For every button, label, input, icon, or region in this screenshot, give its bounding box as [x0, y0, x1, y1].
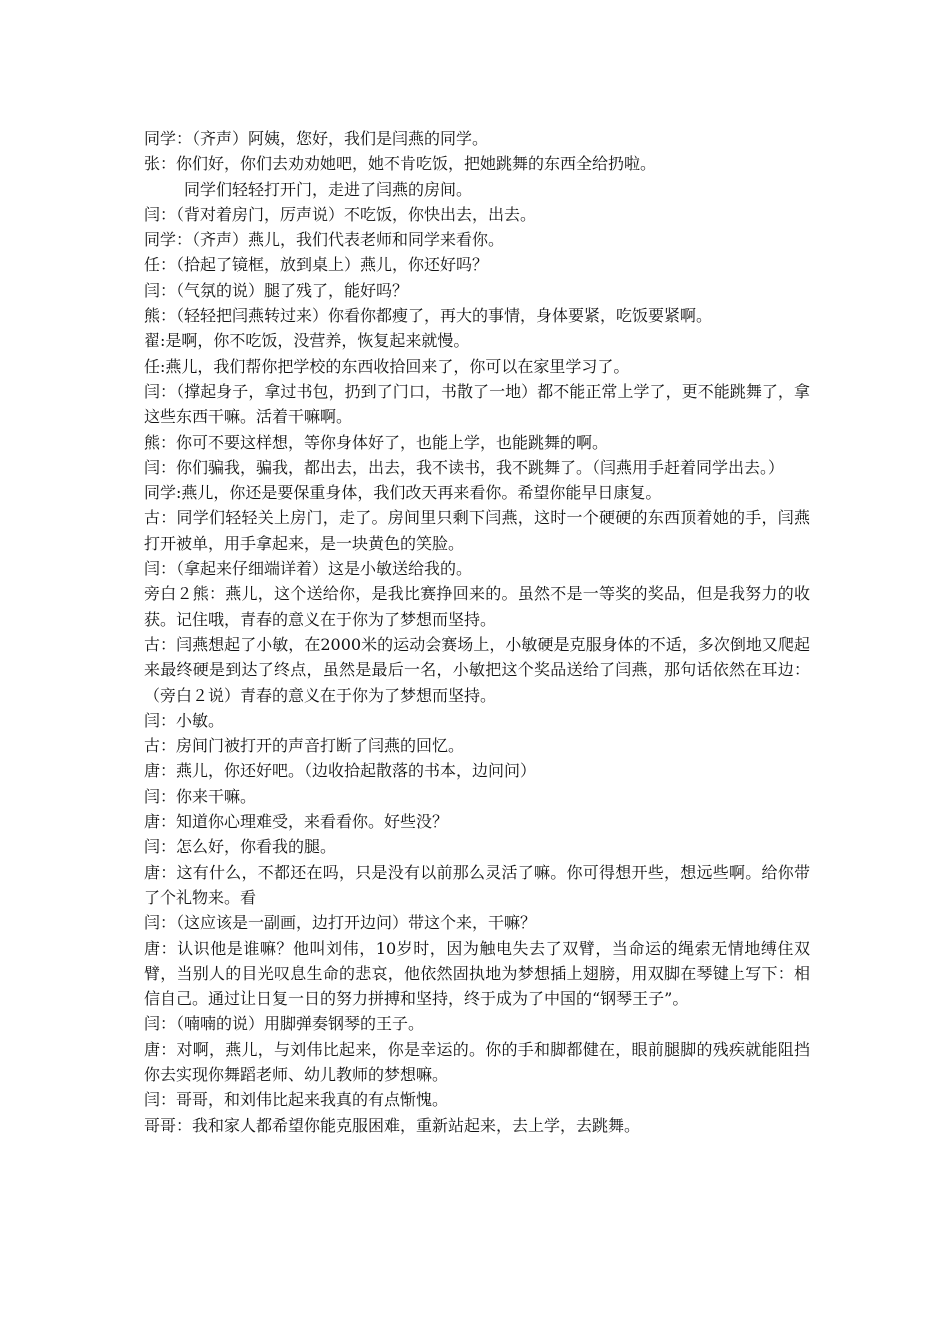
text-line: 熊：（轻轻把闫燕转过来）你看你都瘦了，再大的事情，身体要紧，吃饭要紧啊。 [144, 306, 713, 326]
document-body [144, 126, 810, 1138]
text-line: 闫：怎么好，你看我的腿。 [144, 837, 337, 857]
text-line: 唐：知道你心理难受，来看看你。好些没？ [144, 812, 449, 832]
text-line: 闫：你来干嘛。 [144, 786, 257, 806]
text-line: 同学:燕儿，你还是要保重身体，我们改天再来看你。希望你能早日康复。 [144, 483, 662, 503]
text-line: 翟:是啊，你不吃饭，没营养，恢复起来就慢。 [144, 331, 470, 351]
text-line: 闫：（喃喃的说）用脚弹奏钢琴的王子。 [144, 1014, 425, 1034]
text-line: 闫：（撑起身子，拿过书包，扔到了门口，书散了一地）都不能正常上学了，更不能跳舞了，拿这些东西干嘛。活着干嘛啊。 [144, 381, 810, 427]
text-line: 闫：（气氛的说）腿了残了，能好吗？ [144, 280, 409, 300]
text-line: 闫：（拿起来仔细端详着）这是小敏送给我的。 [144, 559, 473, 579]
text-line: 闫：（背对着房门，厉声说）不吃饭，你快出去，出去。 [144, 204, 537, 224]
text-line: 同学：（齐声）燕儿，我们代表老师和同学来看你。 [144, 230, 505, 250]
text-line: 闫：小敏。 [144, 710, 225, 730]
text-line: 唐：这有什么，不都还在吗，只是没有以前那么灵活了嘛。你可得想开些，想远些啊。给你带了个礼物来。看 [144, 862, 810, 907]
text-line: 张：你们好，你们去劝劝她吧，她不肯吃饭，把她跳舞的东西全给扔啦。 [144, 154, 657, 174]
text-line: 闫：哥哥，和刘伟比起来我真的有点惭愧。 [144, 1090, 449, 1110]
text-line: 哥哥：我和家人都希望你能克服困难，重新站起来，去上学，去跳舞。 [144, 1115, 641, 1135]
text-line: 任：（拾起了镜框，放到桌上）燕儿，你还好吗？ [144, 255, 489, 275]
text-line: 唐：认识他是谁嘛？他叫刘伟，10岁时，因为触电失去了双臂，当命运的绳索无情地缚住双臂，当别人的目光叹息生命的悲哀，他依然固执地为梦想插上翅膀，用双脚在琴键上写下：相信自己。通过让日复一日的努力拼搏和坚持，终于成为了中国的“钢琴王子”。 [144, 938, 810, 1009]
text-line: 古：同学们轻轻关上房门，走了。房间里只剩下闫燕，这时一个硬硬的东西顶着她的手，闫燕打开被单，用手拿起来，是一块黄色的笑脸。 [144, 508, 810, 553]
text-line: 旁白２熊：燕儿，这个送给你，是我比赛挣回来的。虽然不是一等奖的奖品，但是我努力的收获。记住哦，青春的意义在于你为了梦想而坚持。 [144, 584, 810, 629]
text-line: 唐：燕儿，你还好吧。（边收拾起散落的书本，边问问） [144, 761, 537, 781]
text-line: 闫：你们骗我，骗我，都出去，出去，我不读书，我不跳舞了。（闫燕用手赶着同学出去。） [144, 457, 785, 477]
text-line: 唐：对啊，燕儿，与刘伟比起来，你是幸运的。你的手和脚都健在，眼前腿脚的残疾就能阻挡你去实现你舞蹈老师、幼儿教师的梦想嘛。 [144, 1039, 810, 1084]
stage-direction-line: 同学们轻轻打开门，走进了闫燕的房间。 [184, 179, 473, 199]
text-line: 闫：（这应该是一副画，边打开边问）带这个来，干嘛？ [144, 913, 537, 933]
text-line: 古：房间门被打开的声音打断了闫燕的回忆。 [144, 736, 465, 756]
text-line: 古：闫燕想起了小敏，在2000米的运动会赛场上，小敏硬是克服身体的不适，多次倒地又爬起来最终硬是到达了终点，虽然是最后一名，小敏把这个奖品送给了闫燕，那句话依然在耳边：（旁白２说）青春的意义在于你为了梦想而坚持。 [144, 634, 810, 705]
text-line: 任:燕儿，我们帮你把学校的东西收拾回来了，你可以在家里学习了。 [144, 356, 630, 376]
text-line: 熊：你可不要这样想，等你身体好了，也能上学，也能跳舞的啊。 [144, 432, 609, 452]
text-line: 同学：（齐声）阿姨，您好，我们是闫燕的同学。 [144, 129, 489, 148]
